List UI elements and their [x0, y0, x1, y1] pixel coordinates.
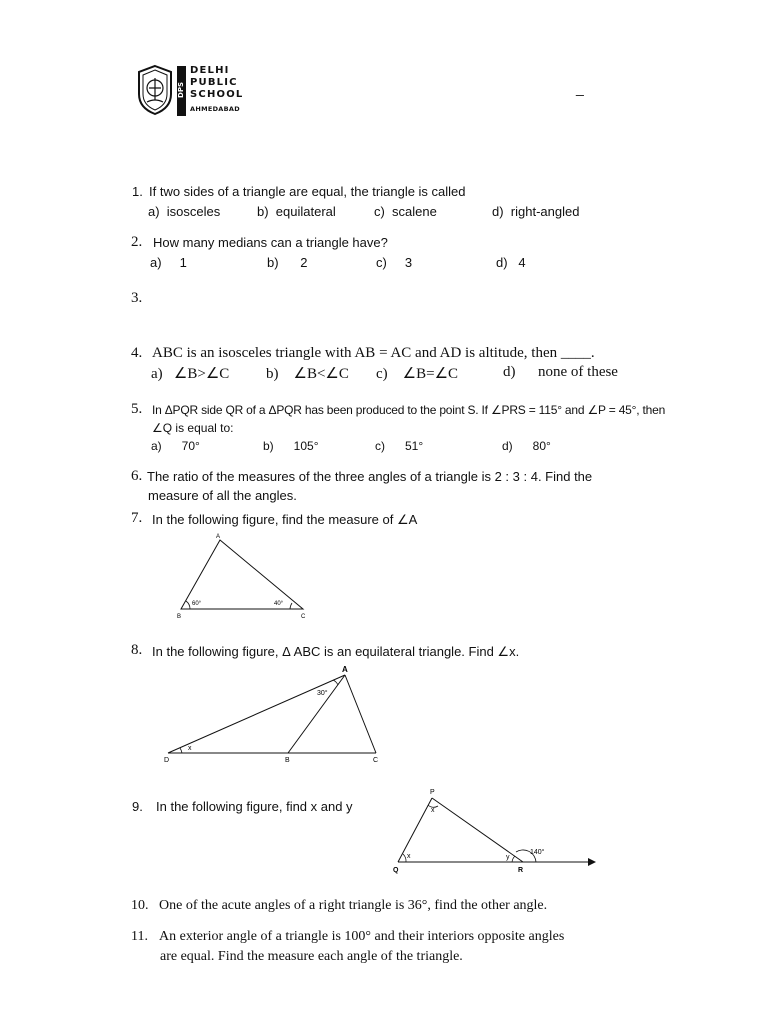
question-4-option-b: b) ∠B<∠C — [266, 366, 349, 382]
question-8-number: 8. — [131, 642, 143, 658]
question-5-option-d: d) 80° — [502, 439, 551, 453]
question-1-option-b: b) equilateral — [257, 204, 336, 219]
figure-q7-triangle — [170, 528, 320, 624]
q7-angle-b: 60° — [192, 601, 202, 607]
q9-angle-p: x — [431, 807, 435, 814]
question-9-number: 9. — [132, 799, 143, 814]
school-name-line1: DELHI — [190, 65, 230, 76]
q7-vertex-b: B — [177, 614, 182, 620]
logo-side-text: DPS — [176, 82, 185, 98]
question-5-option-a: a) 70° — [151, 439, 200, 453]
question-7-text: In the following figure, find the measure of ∠A — [152, 512, 418, 527]
q8-vertex-b: B — [285, 757, 290, 764]
question-11-text: An exterior angle of a triangle is 100° and their interiors opposite angles — [159, 929, 565, 944]
q8-vertex-a: A — [342, 665, 348, 674]
question-3-number: 3. — [131, 290, 143, 306]
question-1-option-a: a) isosceles — [148, 204, 221, 219]
question-4-option-a: a) ∠B>∠C — [151, 366, 230, 382]
question-2-option-a: a) 1 — [150, 255, 187, 270]
q7-vertex-c: C — [301, 614, 306, 620]
question-2-option-c: c) 3 — [376, 255, 413, 270]
question-4-option-d: d) none of these — [503, 364, 618, 380]
figure-q9-triangle — [388, 784, 600, 876]
q9-vertex-r: R — [518, 867, 524, 874]
q8-angle-x: x — [188, 745, 192, 752]
figure-q8-triangle — [158, 662, 388, 772]
q7-vertex-a: A — [216, 534, 221, 540]
q8-angle-a: 30° — [317, 690, 328, 697]
question-1-option-d: d) right-angled — [492, 204, 580, 219]
school-crest-icon — [135, 64, 175, 116]
header-dash: _ — [576, 80, 584, 96]
question-2-option-b: b) 2 — [267, 255, 308, 270]
question-11-number: 11. — [131, 929, 148, 944]
question-4-text: ABC is an isosceles triangle with AB = AC and AD is altitude, then ____. — [152, 345, 595, 361]
q9-angle-r: y — [506, 854, 510, 861]
question-6-number: 6. — [131, 468, 143, 484]
school-name-line2: PUBLIC — [190, 77, 238, 88]
question-1-option-c: c) scalene — [374, 204, 437, 219]
question-9-text: In the following figure, find x and y — [156, 799, 353, 814]
q8-vertex-d: D — [164, 757, 170, 764]
school-logo — [135, 64, 244, 118]
q9-vertex-q: Q — [393, 867, 399, 874]
question-5-text: In ΔPQR side QR of a ΔPQR has been produced to the point S. If ∠PRS = 115° and ∠P = 45°, then — [152, 403, 666, 417]
school-name-line3: SCHOOL — [190, 89, 244, 100]
question-10-number: 10. — [131, 898, 149, 913]
question-6-text-line2: measure of all the angles. — [148, 488, 297, 503]
question-10-text: One of the acute angles of a right triangle is 36°, find the other angle. — [159, 898, 548, 913]
question-6-text: The ratio of the measures of the three angles of a triangle is 2 : 3 : 4. Find the — [147, 469, 593, 484]
q9-exterior-angle: 140° — [530, 849, 545, 856]
school-city: AHMEDABAD — [190, 105, 240, 113]
question-4-option-c: c) ∠B=∠C — [376, 366, 459, 382]
q7-angle-c: 40° — [274, 601, 284, 607]
question-5-option-c: c) 51° — [375, 439, 424, 453]
question-1-number: 1. — [132, 184, 143, 199]
q9-angle-q: x — [407, 853, 411, 860]
question-5-text-line2: ∠Q is equal to: — [152, 421, 234, 435]
question-2-number: 2. — [131, 234, 143, 250]
question-7-number: 7. — [131, 510, 143, 526]
q9-vertex-p: P — [430, 789, 435, 796]
question-11-text-line2: are equal. Find the measure each angle of the triangle. — [160, 949, 463, 964]
question-8-text: In the following figure, Δ ABC is an equilateral triangle. Find ∠x. — [152, 644, 520, 659]
question-2-option-d: d) 4 — [496, 255, 526, 270]
question-4-number: 4. — [131, 345, 143, 361]
question-5-number: 5. — [131, 401, 143, 417]
q8-vertex-c: C — [373, 757, 379, 764]
question-5-option-b: b) 105° — [263, 439, 319, 453]
question-2-text: How many medians can a triangle have? — [153, 235, 388, 250]
question-1-text: If two sides of a triangle are equal, the triangle is called — [149, 184, 466, 199]
